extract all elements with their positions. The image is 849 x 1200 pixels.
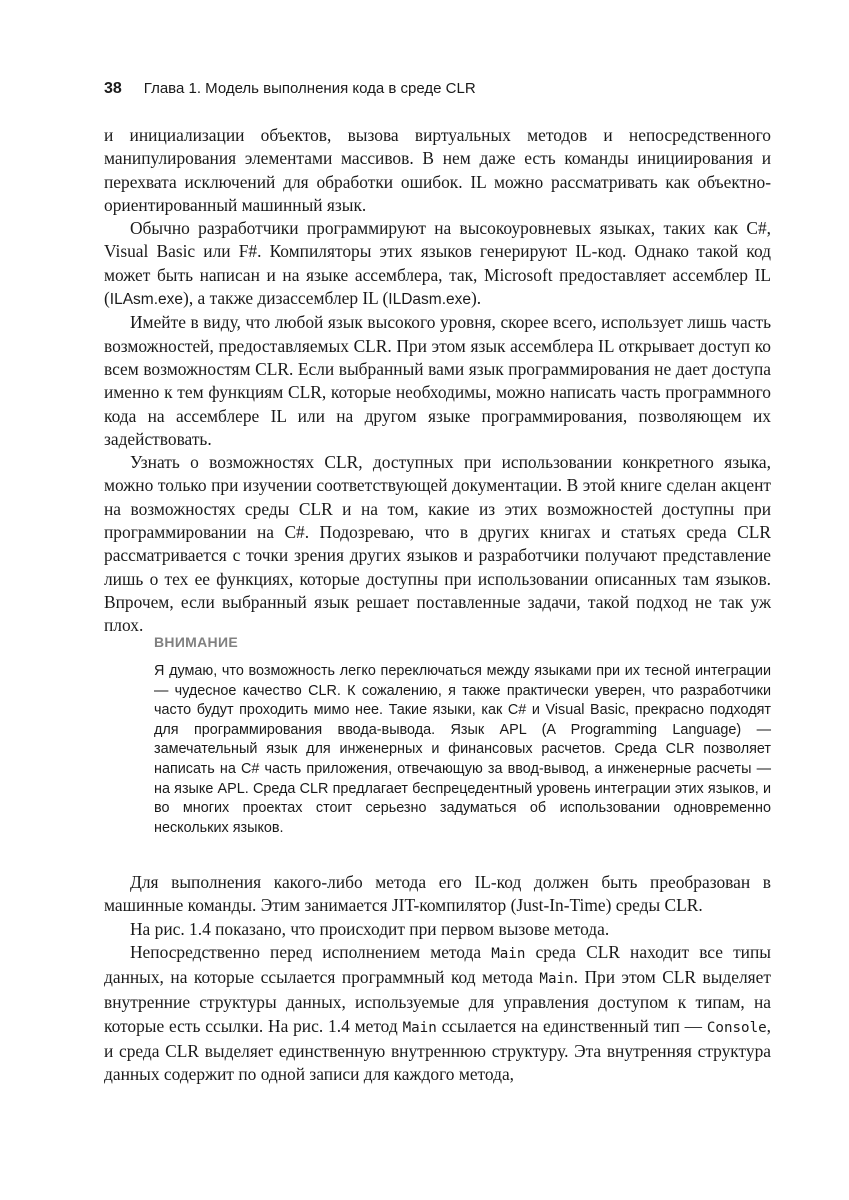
code-main: Main — [402, 1019, 437, 1036]
running-header — [104, 80, 476, 98]
paragraph-jit: Для выполнения какого-либо метода его IL-код должен быть преобразован в машинные команды. Этим занимается JIT-компилятор (Just-In-Time) среды CLR. — [104, 872, 771, 916]
body-text-top — [104, 124, 771, 638]
paragraph-text: ). — [471, 288, 482, 309]
paragraph-clr-features: Узнать о возможностях CLR, доступных при использовании конкретного языка, можно только при изучении соответствующей документации. В этой книге сделан акцент на возможностях среды CLR и на том, какие из этих возможностей доступны при программировании на C#. Подозреваю, что в других книгах и статьях среда CLR рассматривается с точки зрения других языков и разработчики получают представление лишь о тех ее функциях, которые доступны при использовании описанных там языков. Впрочем, если выбранный язык решает поставленные задачи, такой подход не так уж плох. — [104, 452, 771, 636]
code-ildasm: ILDasm.exe — [388, 291, 471, 309]
code-console: Console — [706, 1019, 767, 1036]
paragraph-text: среда CLR находит все типы данных, на которые ссылается программный код метода — [104, 941, 771, 988]
paragraph-high-level-languages: Имейте в виду, что любой язык высокого уровня, скорее всего, использует лишь часть возможностей, предоставляемых CLR. При этом язык ассемблера IL открывает доступ ко всем возможностям CLR. Если выбранный вами язык программирования не дает доступа именно к тем функциям CLR, которые необходимы, можно написать часть программного кода на ассемблере IL или на другом языке программирования, позволяющем их задействовать. — [104, 312, 771, 449]
code-main: Main — [491, 945, 526, 962]
paragraph-text: , и среда CLR выделяет единственную внутреннюю структуру. Эта внутренняя структура данных содержит по одной записи для каждого метода, — [104, 1015, 772, 1085]
body-text-bottom — [104, 871, 771, 1087]
paragraph-text: Обычно разработчики программируют на высокоуровневых языках, таких как C#, Visual Basic или F#. Компиляторы этих языков генерируют IL-код. Однако такой код может быть написан и на языке ассемблера, так, Microsoft предоставляет ассемблер IL ( — [104, 218, 771, 309]
paragraph-text: Непосредственно перед исполнением метода — [130, 941, 492, 962]
paragraph-text: ), а также дизассемблер IL ( — [183, 288, 389, 309]
note-text: Я думаю, что возможность легко переключаться между языками при их тесной интеграции — чудесное качество CLR. К сожалению, я также практически уверен, что разработчики часто будут проходить мимо нее. Такие языки, как C# и Visual Basic, прекрасно подходят для программирования ввода-вывода. Язык APL (A Programming Language) — замечательный язык для инженерных и финансовых расчетов. Среда CLR позволяет написать на C# часть приложения, отвечающую за ввод-вывод, а инженерные расчеты — на языке APL. Среда CLR предлагает беспрецедентный уровень интеграции этих языков, и во многих проектах стоит серьезно задуматься об использовании одновременно нескольких языков. — [154, 663, 771, 836]
note-title: ВНИМАНИЕ — [154, 634, 238, 650]
paragraph-text: . При этом CLR выделяет внутренние структуры данных, используемые для управления доступом к типам, на которые есть ссылки. На рис. 1.4 метод — [104, 967, 771, 1036]
page-number: 38 — [104, 80, 122, 97]
chapter-title: Глава 1. Модель выполнения кода в среде CLR — [143, 80, 476, 97]
code-main: Main — [539, 971, 574, 988]
paragraph-main-method — [104, 941, 771, 1087]
code-ilasm: ILAsm.exe — [109, 291, 184, 309]
paragraph-text: ссылается на единственный тип — — [436, 1015, 707, 1036]
paragraph-continuation: и инициализации объектов, вызова виртуальных методов и непосредственного манипулирования элементами массивов. В нем даже есть команды инициирования и перехвата исключений для обработки ошибок. IL можно рассматривать как объектно-ориентированный машинный язык. — [104, 125, 771, 215]
paragraph-figure-ref: На рис. 1.4 показано, что происходит при первом вызове метода. — [130, 918, 610, 939]
note-box — [154, 634, 771, 838]
paragraph-il-assembler — [104, 217, 771, 311]
